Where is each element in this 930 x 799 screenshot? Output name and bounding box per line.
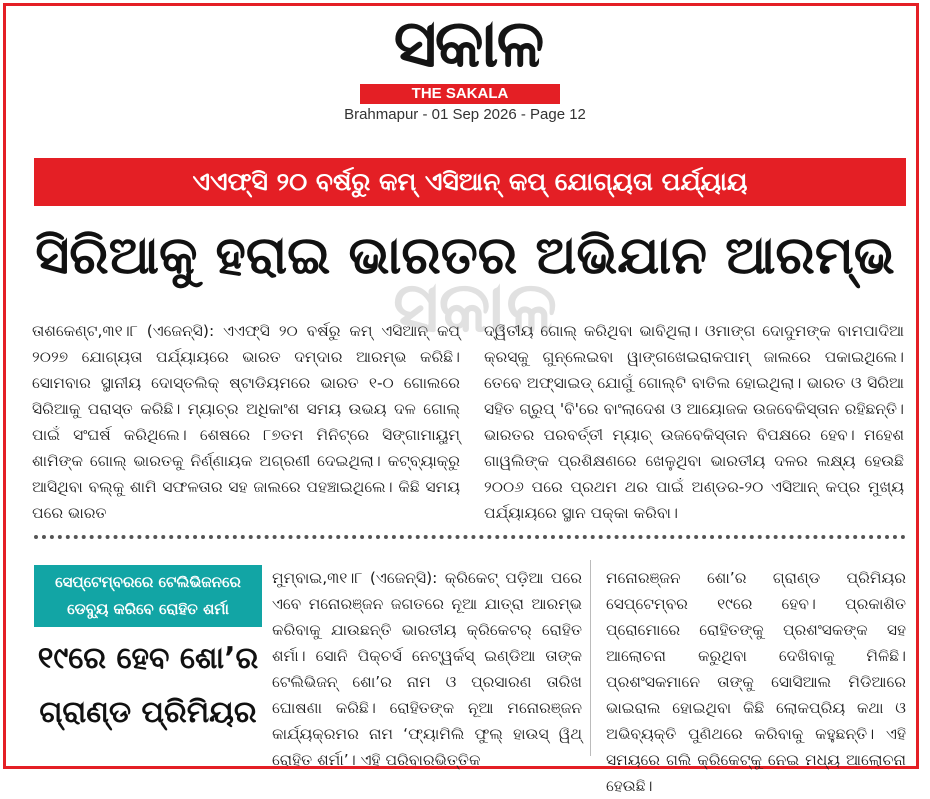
article2-headline-line-2: ଗ୍ରାଣ୍ଡ ପ୍ରିମିୟର bbox=[39, 695, 257, 730]
article-kicker: ଏଏଫ୍‌ସି ୨୦ ବର୍ଷରୁ କମ୍ ଏସିଆନ୍ କପ୍ ଯୋଗ୍ୟତା ପର୍ଯ୍ୟାୟ bbox=[34, 158, 906, 206]
logo-watermark: ସକାଳ bbox=[393, 266, 557, 348]
article2-headline-line-1: ୧୯ରେ ହେବ ଶୋ’ର bbox=[37, 641, 259, 676]
column-divider bbox=[590, 560, 591, 756]
article2-kicker-line-2: ଡେବ୍ୟୁ କରିବେ ରୋହିତ ଶର୍ମା bbox=[67, 600, 229, 618]
article-column-2: ଦ୍ୱିତୀୟ ଗୋଲ୍ କରିଥିବା ଭାବିଥିଲା। ଓମାଙ୍ଗ ଦୋଦୁମଙ୍କ ବାମପାଦିଆ କ୍ରସ୍‌କୁ ଗୁନ୍‌ଲେଇବା ୱାଙ୍ଗଖେଇରାକପାମ୍ ଜାଲରେ ପକାଇଥିଲେ। ତେବେ ଅଫ୍‌ସାଇଡ୍ ଯୋଗୁଁ ଗୋଲ୍‌ଟି ବାତିଲ ହୋଇଥିଲା। ଭାରତ ଓ ସିରିଆ ସହିତ ଗ୍ରୁପ୍ 'ବି'ରେ ବାଂଲାଦେଶ ଓ ଆୟୋଜକ ଉଜବେକିସ୍ତାନ ରହିଛନ୍ତି। ଭାରତର ପରବର୍ତ୍ତୀ ମ୍ୟାଚ୍ ଉଜବେକିସ୍ତାନ ବିପକ୍ଷରେ ହେବ। ମହେଶ ଗାୱଲିଙ୍କ ପ୍ରଶିକ୍ଷଣରେ ଖେଳୁଥିବା ଭାରତୀୟ ଦଳର ଲକ୍ଷ୍ୟ ହେଉଛି ୨୦୦୬ ପରେ ପ୍ରଥମ ଥର ପାଇଁ ଅଣ୍ଡର-୨୦ ଏସିଆନ୍ କପ୍‌ର ମୁଖ୍ୟ ପର୍ଯ୍ୟାୟରେ ସ୍ଥାନ ପକ୍କା କରିବା। bbox=[484, 322, 904, 522]
article-headline: ସିରିଆକୁ ହରାଇ ଭାରତର ଅଭିଯାନ ଆରମ୍ଭ bbox=[35, 226, 895, 286]
masthead-logo: ସକାଳ bbox=[393, 5, 543, 82]
article2-column-2: ମନୋରଞ୍ଜନ ଶୋ’ର ଗ୍ରାଣ୍ଡ ପ୍ରିମିୟର ସେପ୍ଟେମ୍ବର ୧୯ରେ ହେବ। ପ୍ରକାଶିତ ପ୍ରୋମୋରେ ରୋହିତଙ୍କୁ ପ୍ରଶଂସକଙ୍କ ସହ ଆଲୋଚନା କରୁଥିବା ଦେଖିବାକୁ ମିଳିଛି। ପ୍ରଶଂସକମାନେ ତାଙ୍କୁ ସୋସିଆଲ ମିଡିଆରେ ଭାଇରାଲ ହୋଇଥିବା କିଛି ଲୋକପ୍ରିୟ କଥା ଓ ଅଭିବ୍ୟକ୍ତି ପୁଣିଥରେ କରିବାକୁ କହୁଛନ୍ତି। ଏହି ସମୟରେ ଗଲି କ୍ରିକେଟ୍‌କୁ ନେଇ ମଧ୍ୟ ଆଲୋଚନା ହେଉଛି। bbox=[606, 569, 906, 795]
masthead-logo-english: THE SAKALA bbox=[360, 84, 560, 104]
section-divider bbox=[34, 535, 906, 539]
article2-headline bbox=[30, 632, 266, 740]
dateline: Brahmapur - 01 Sep 2026 - Page 12 bbox=[344, 106, 586, 123]
article2-column-1: ମୁମ୍ବାଇ,୩୧।୮ (ଏଜେନ୍ସି): କ୍ରିକେଟ୍ ପଡ଼ିଆ ପରେ ଏବେ ମନୋରଞ୍ଜନ ଜଗତରେ ନୂଆ ଯାତ୍ରା ଆରମ୍ଭ କରିବାକୁ ଯାଉଛନ୍ତି ଭାରତୀୟ କ୍ରିକେଟର୍ ରୋହିତ ଶର୍ମା। ସୋନି ପିକ୍‌ଚର୍ସ ନେଟ୍‌ୱର୍କସ୍ ଇଣ୍ଡିଆ ତାଙ୍କ ଟେଲିଭିଜନ୍ ଶୋ’ର ନାମ ଓ ପ୍ରସାରଣ ତାରିଖ ଘୋଷଣା କରିଛି। ରୋହିତଙ୍କ ନୂଆ ମନୋରଞ୍ଜନ କାର୍ଯ୍ୟକ୍ରମର ନାମ ‘ଫ୍ୟାମିଲି ଫୁଲ୍ ହାଉସ୍ ୱିଥ୍ ରୋହିତ ଶର୍ମା’। ଏହି ପରିବାରଭିତ୍ତିକ bbox=[272, 569, 582, 769]
article2-kicker-box bbox=[34, 565, 262, 627]
article2-kicker-line-1: ସେପ୍ଟେମ୍ବରରେ ଟେଲିଭିଜନରେ bbox=[55, 573, 241, 591]
article-column-1: ତାଶକେଣ୍ଟ,୩୧।୮ (ଏଜେନ୍ସି): ଏଏଫ୍‌ସି ୨୦ ବର୍ଷରୁ କମ୍ ଏସିଆନ୍ କପ୍ ୨୦୨୭ ଯୋଗ୍ୟତା ପର୍ଯ୍ୟାୟରେ ଭାରତ ଦମ୍ଦାର ଆରମ୍ଭ କରିଛି। ସୋମବାର ସ୍ଥାନୀୟ ଦୋସ୍ତଲିକ୍ ଷ୍ଟାଡିୟମରେ ଭାରତ ୧-୦ ଗୋଲରେ ସିରିଆକୁ ପରାସ୍ତ କରିଛି। ମ୍ୟାଚ୍‌ର ଅଧିକାଂଶ ସମୟ ଉଭୟ ଦଳ ଗୋଲ୍ ପାଇଁ ସଂଘର୍ଷ କରିଥିଲେ। ଶେଷରେ ୮୭ତମ ମିନିଟ୍‌ରେ ସିଙ୍ଗାମାୟୁମ୍ ଶାମିଙ୍କ ଗୋଲ୍ ଭାରତକୁ ନିର୍ଣ୍ଣାୟକ ଅଗ୍ରଣୀ ଦେଇଥିଲା। କଟ୍‌ବ୍ୟାକ୍‌ରୁ ଆସିଥିବା ବଲ୍‌କୁ ଶାମି ସଫଳତାର ସହ ଜାଲରେ ପହଞ୍ଚାଇଥିଲେ। କିଛି ସମୟ ପରେ ଭାରତ bbox=[32, 322, 460, 522]
